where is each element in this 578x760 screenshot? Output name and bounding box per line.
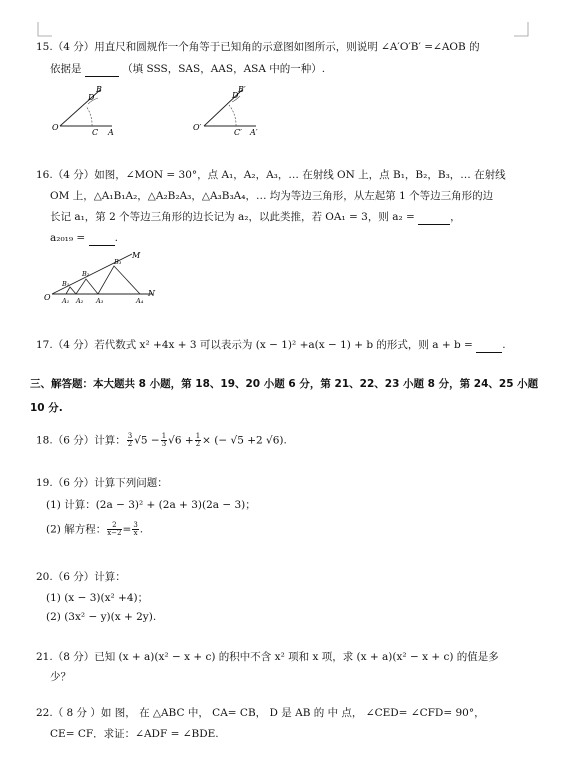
fig16-label-o: O [44,293,51,302]
page-corner-marks [0,0,578,40]
fig16-label-n: N [148,289,155,298]
q18-mid1: √5 − [134,434,160,447]
q20-part2: (2) (3x² − y)(x + 2y). [46,611,157,623]
fig2-label-d: D′ [232,91,241,100]
q17-answer-blank[interactable] [476,338,502,353]
q15-line1: 15.（4 分）用直尺和圆规作一个角等于已知角的示意图如图所示，则说明 ∠A′O′B′ =∠AOB 的 [36,41,480,53]
fig2-label-b: B′ [238,85,246,94]
fig1-label-a: A [108,128,114,137]
q19-part1: (1) 计算：(2a − 3)² + (2a + 3)(2a − 3)； [46,499,256,511]
q16-line3: 长记 a₁，第 2 个等边三角形的边长记为 a₂，以此类推，若 OA₁ = 3，则 a₂ = ， [50,211,461,223]
q21-line2: 少？ [50,671,71,683]
fig16-label-b2: B₂ [82,270,90,278]
q15-answer-blank[interactable] [85,62,119,77]
q16-line4-pre: a₂₀₁₉ = [50,232,86,244]
q17-text: 17.（4 分）若代数式 x² +4x + 3 可以表示为 (x − 1)² +a(x − 1) + b 的形式，则 a + b = [36,339,473,351]
q16-line4: a₂₀₁₉ = . [50,232,118,244]
q19-part2 [46,522,143,537]
q16-answer-blank-a2[interactable] [418,210,450,225]
q16-line1: 16.（4 分）如图，∠MON = 30°，点 A₁，A₂，A₃，… 在射线 ON 上，点 B₁，B₂，B₃，… 在射线 [36,169,506,181]
fig1-label-o: O [52,123,59,132]
q22-line1: 22.（ 8 分 ）如 图， 在 △ABC 中， CA= CB， D 是 AB 的 中 点， ∠CED= ∠CFD= 90°， [36,707,485,719]
q16-line2: OM 上，△A₁B₁A₂，△A₂B₂A₃，△A₃B₃A₄，… 均为等边三角形，从左起第 1 个等边三角形的边 [50,190,494,202]
q22-line2: CE= CF．求证：∠ADF = ∠BDE. [50,728,219,740]
section3-heading-line2: 10 分. [30,402,63,414]
fig2-label-c: C′ [234,128,242,137]
q18-line [36,433,287,448]
q20-part1: (1) (x − 3)(x² +4)； [46,592,149,604]
q19-title: 19.（6 分）计算下列问题： [36,477,168,489]
q18-frac2: $\frac{1}{3}$ [161,432,167,448]
fig1-label-b: B [96,85,102,94]
q18-post: × (− √5 +2 √6). [202,434,287,447]
fig2-label-o: O′ [193,123,202,132]
q19-post: . [139,523,144,536]
fig16-label-a4: A₄ [136,297,144,305]
fig16-label-a3: A₃ [96,297,104,305]
fig16-label-a1: A₁ [62,297,70,305]
q20-title: 20.（6 分）计算： [36,571,126,583]
q16-answer-blank-a2019[interactable] [89,231,115,246]
q15-line2-post: （填 SSS，SAS，AAS，ASA 中的一种）. [122,63,326,75]
q15-line2-pre: 依据是 [50,63,82,75]
q19-frac1: $\frac{2}{x-2}$ [107,521,122,537]
fig16-label-a2: A₂ [76,297,84,305]
q19-eq: = [122,523,132,536]
q18-frac1: $\frac{3}{2}$ [127,432,133,448]
q17-line: 17.（4 分）若代数式 x² +4x + 3 可以表示为 (x − 1)² +a(x − 1) + b 的形式，则 a + b = . [36,339,506,351]
fig16-label-b3: B₃ [114,258,122,266]
q18-frac3: $\frac{1}{2}$ [195,432,201,448]
fig16-label-b1: B₁ [62,280,70,288]
q15-line2 [50,62,325,77]
q18-pre: 18.（6 分）计算： [36,434,126,447]
q18-mid2: √6 + [168,434,194,447]
fig16-label-m: M [132,251,141,260]
q15-figure-copied-angle [192,84,272,140]
q21-line1: 21.（8 分）已知 (x + a)(x² − x + c) 的积中不含 x² 项和 x 项，求 (x + a)(x² − x + c) 的值是多 [36,651,499,663]
q15-figure-original-angle [48,84,128,140]
fig1-label-c: C [92,128,99,137]
section3-heading-line1: 三、解答题：本大题共 8 小题，第 18、19、20 小题 6 分，第 21、22、23 小题 8 分，第 24、25 小题 [30,378,539,390]
fig1-label-d: D [88,93,95,102]
fig2-label-a: A′ [250,128,258,137]
q16-figure-triangles [44,250,164,308]
q19-frac2: $\frac{3}{x}$ [133,521,138,537]
q19-part2-pre: (2) 解方程： [46,523,107,536]
q16-line3-pre: 长记 a₁，第 2 个等边三角形的边长记为 a₂，以此类推，若 OA₁ = 3，则 a₂ = [50,211,415,223]
